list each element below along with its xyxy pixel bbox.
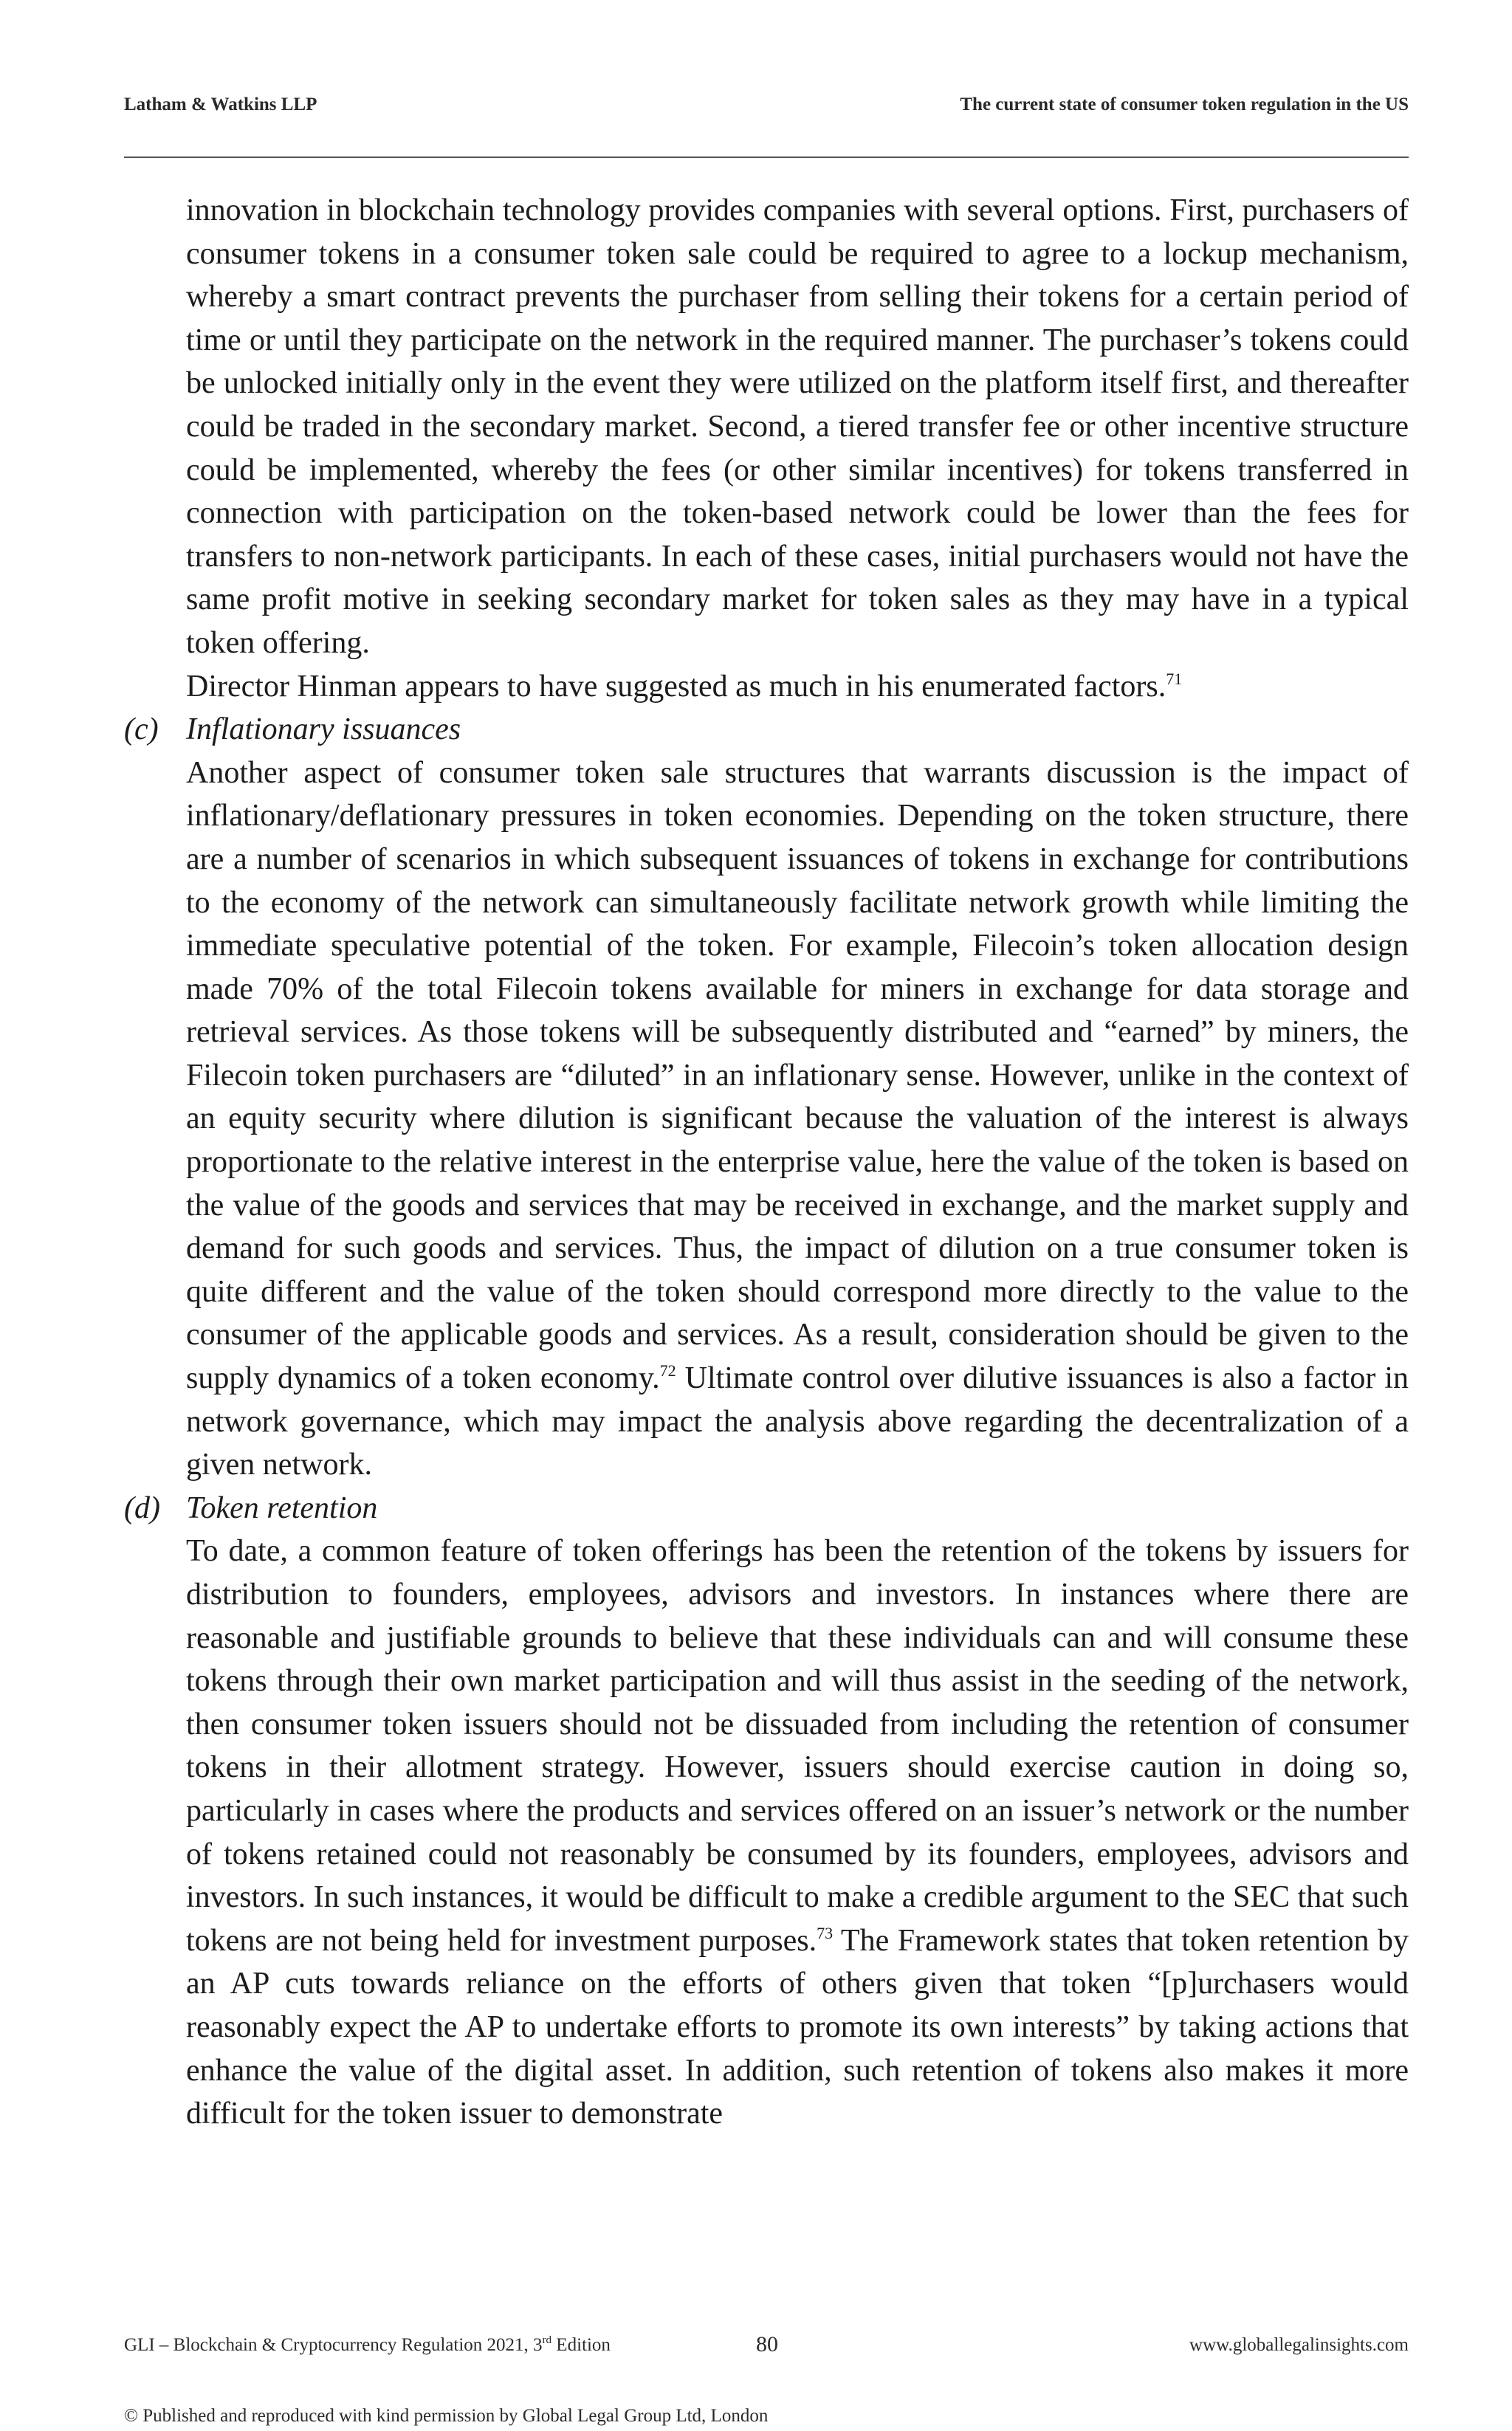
- section-marker-c: (c): [124, 712, 159, 747]
- header-firm-name: Latham & Watkins LLP: [124, 94, 317, 114]
- section-heading-c: [124, 708, 1409, 752]
- paragraph-retention-text: To date, a common feature of token offerings has been the retention of the tokens by issuers for distribution to founders, employees, advisors and investors. In instances where there are reasonable and justifiable grounds to believe that these individuals can and will consume these tokens through their own market participation and will thus assist in the seeding of the network, then consumer token issuers should not be dissuaded from including the retention of consumer tokens in their allotment strategy. However, issuers should exercise caution in doing so, particularly in cases where the products and services offered on an issuer’s network or the number of tokens retained could not reasonably be consumed by its founders, employees, advisors and investors. In such instances, it would be difficult to make a credible argument to the SEC that such tokens are not being held for investment purposes.: [186, 1534, 1409, 1958]
- footer-website: www.globallegalinsights.com: [1189, 2335, 1409, 2355]
- footer-publication: [124, 2335, 611, 2356]
- section-marker-d: (d): [124, 1490, 160, 1525]
- paragraph-inflationary: [124, 752, 1409, 1487]
- header-chapter-title: The current state of consumer token regulation in the US: [960, 94, 1409, 114]
- running-header: [124, 94, 1409, 130]
- section-title-d: Token retention: [186, 1490, 378, 1525]
- paragraph-options: innovation in blockchain technology provides companies with several options. First, purchasers of consumer tokens in a consumer token sale could be required to agree to a lockup mechanism, whereby a smart contract prevents the purchaser from selling their tokens for a certain period of time or until they participate on the network in the required manner. The purchaser’s tokens could be unlocked initially only in the event they were utilized on the platform itself first, and thereafter could be traded in the secondary market. Second, a tiered transfer fee or other incentive structure could be implemented, whereby the fees (or other similar incentives) for tokens transferred in connection with participation on the token-based network could be lower than the fees for transfers to non-network participants. In each of these cases, initial purchasers would not have the same profit motive in seeking secondary market for token sales as they may have in a typical token offering.: [186, 193, 1409, 660]
- paragraph-hinman: [124, 665, 1409, 709]
- section-title-c: Inflationary issuances: [186, 712, 461, 747]
- footer-publication-text: GLI – Blockchain & Cryptocurrency Regulation 2021, 3: [124, 2335, 543, 2355]
- footnote-ref-73: 73: [817, 1923, 834, 1942]
- paragraph-inflationary-end: Ultimate control over dilutive issuances is also a factor in network governance, which may impact the analysis above regarding the decentralization of a given network.: [186, 1361, 1409, 1482]
- paragraph-hinman-text: Director Hinman appears to have suggested as much in his enumerated factors.: [186, 669, 1166, 704]
- section-heading-d: [124, 1487, 1409, 1530]
- footnote-ref-71: 71: [1166, 669, 1183, 688]
- paragraph-inflationary-text: Another aspect of consumer token sale structures that warrants discussion is the impact of inflationary/deflationary pressures in token economies. Depending on the token structure, there are a number of scenarios in which subsequent issuances of tokens in exchange for contributions to the economy of the network can simultaneously facilitate network growth while limiting the immediate speculative potential of the token. For example, Filecoin’s token allocation design made 70% of the total Filecoin tokens available for miners in exchange for data storage and retrieval services. As those tokens will be subsequently distributed and “earned” by miners, the Filecoin token purchasers are “diluted” in an inflationary sense. However, unlike in the context of an equity security where dilution is significant because the valuation of the interest is always proportionate to the relative interest in the enterprise value, here the value of the token is based on the value of the goods and services that may be received in exchange, and the market supply and demand for such goods and services. Thus, the impact of dilution on a true consumer token is quite different and the value of the token should correspond more directly to the value to the consumer of the applicable goods and services. As a result, consideration should be given to the supply dynamics of a token economy.: [186, 755, 1409, 1396]
- header-divider: [124, 157, 1409, 158]
- body-text: [124, 189, 1409, 2136]
- footer-edition-ordinal: rd: [542, 2334, 552, 2346]
- paragraph-retention: [124, 1530, 1409, 2135]
- running-footer: [124, 2332, 1409, 2365]
- footnote-ref-72: 72: [659, 1361, 676, 1380]
- footer-publication-end: Edition: [551, 2335, 611, 2355]
- page-number: 80: [756, 2332, 778, 2356]
- copyright-notice: © Published and reproduced with kind permission by Global Legal Group Ltd, London: [124, 2406, 769, 2426]
- paragraph-retention-end: The Framework states that token retention by an AP cuts towards reliance on the efforts of others given that token “[p]urchasers would reasonably expect the AP to undertake efforts to promote its own interests” by taking actions that enhance the value of the digital asset. In addition, such retention of tokens also makes it more difficult for the token issuer to demonstrate: [186, 1923, 1409, 2131]
